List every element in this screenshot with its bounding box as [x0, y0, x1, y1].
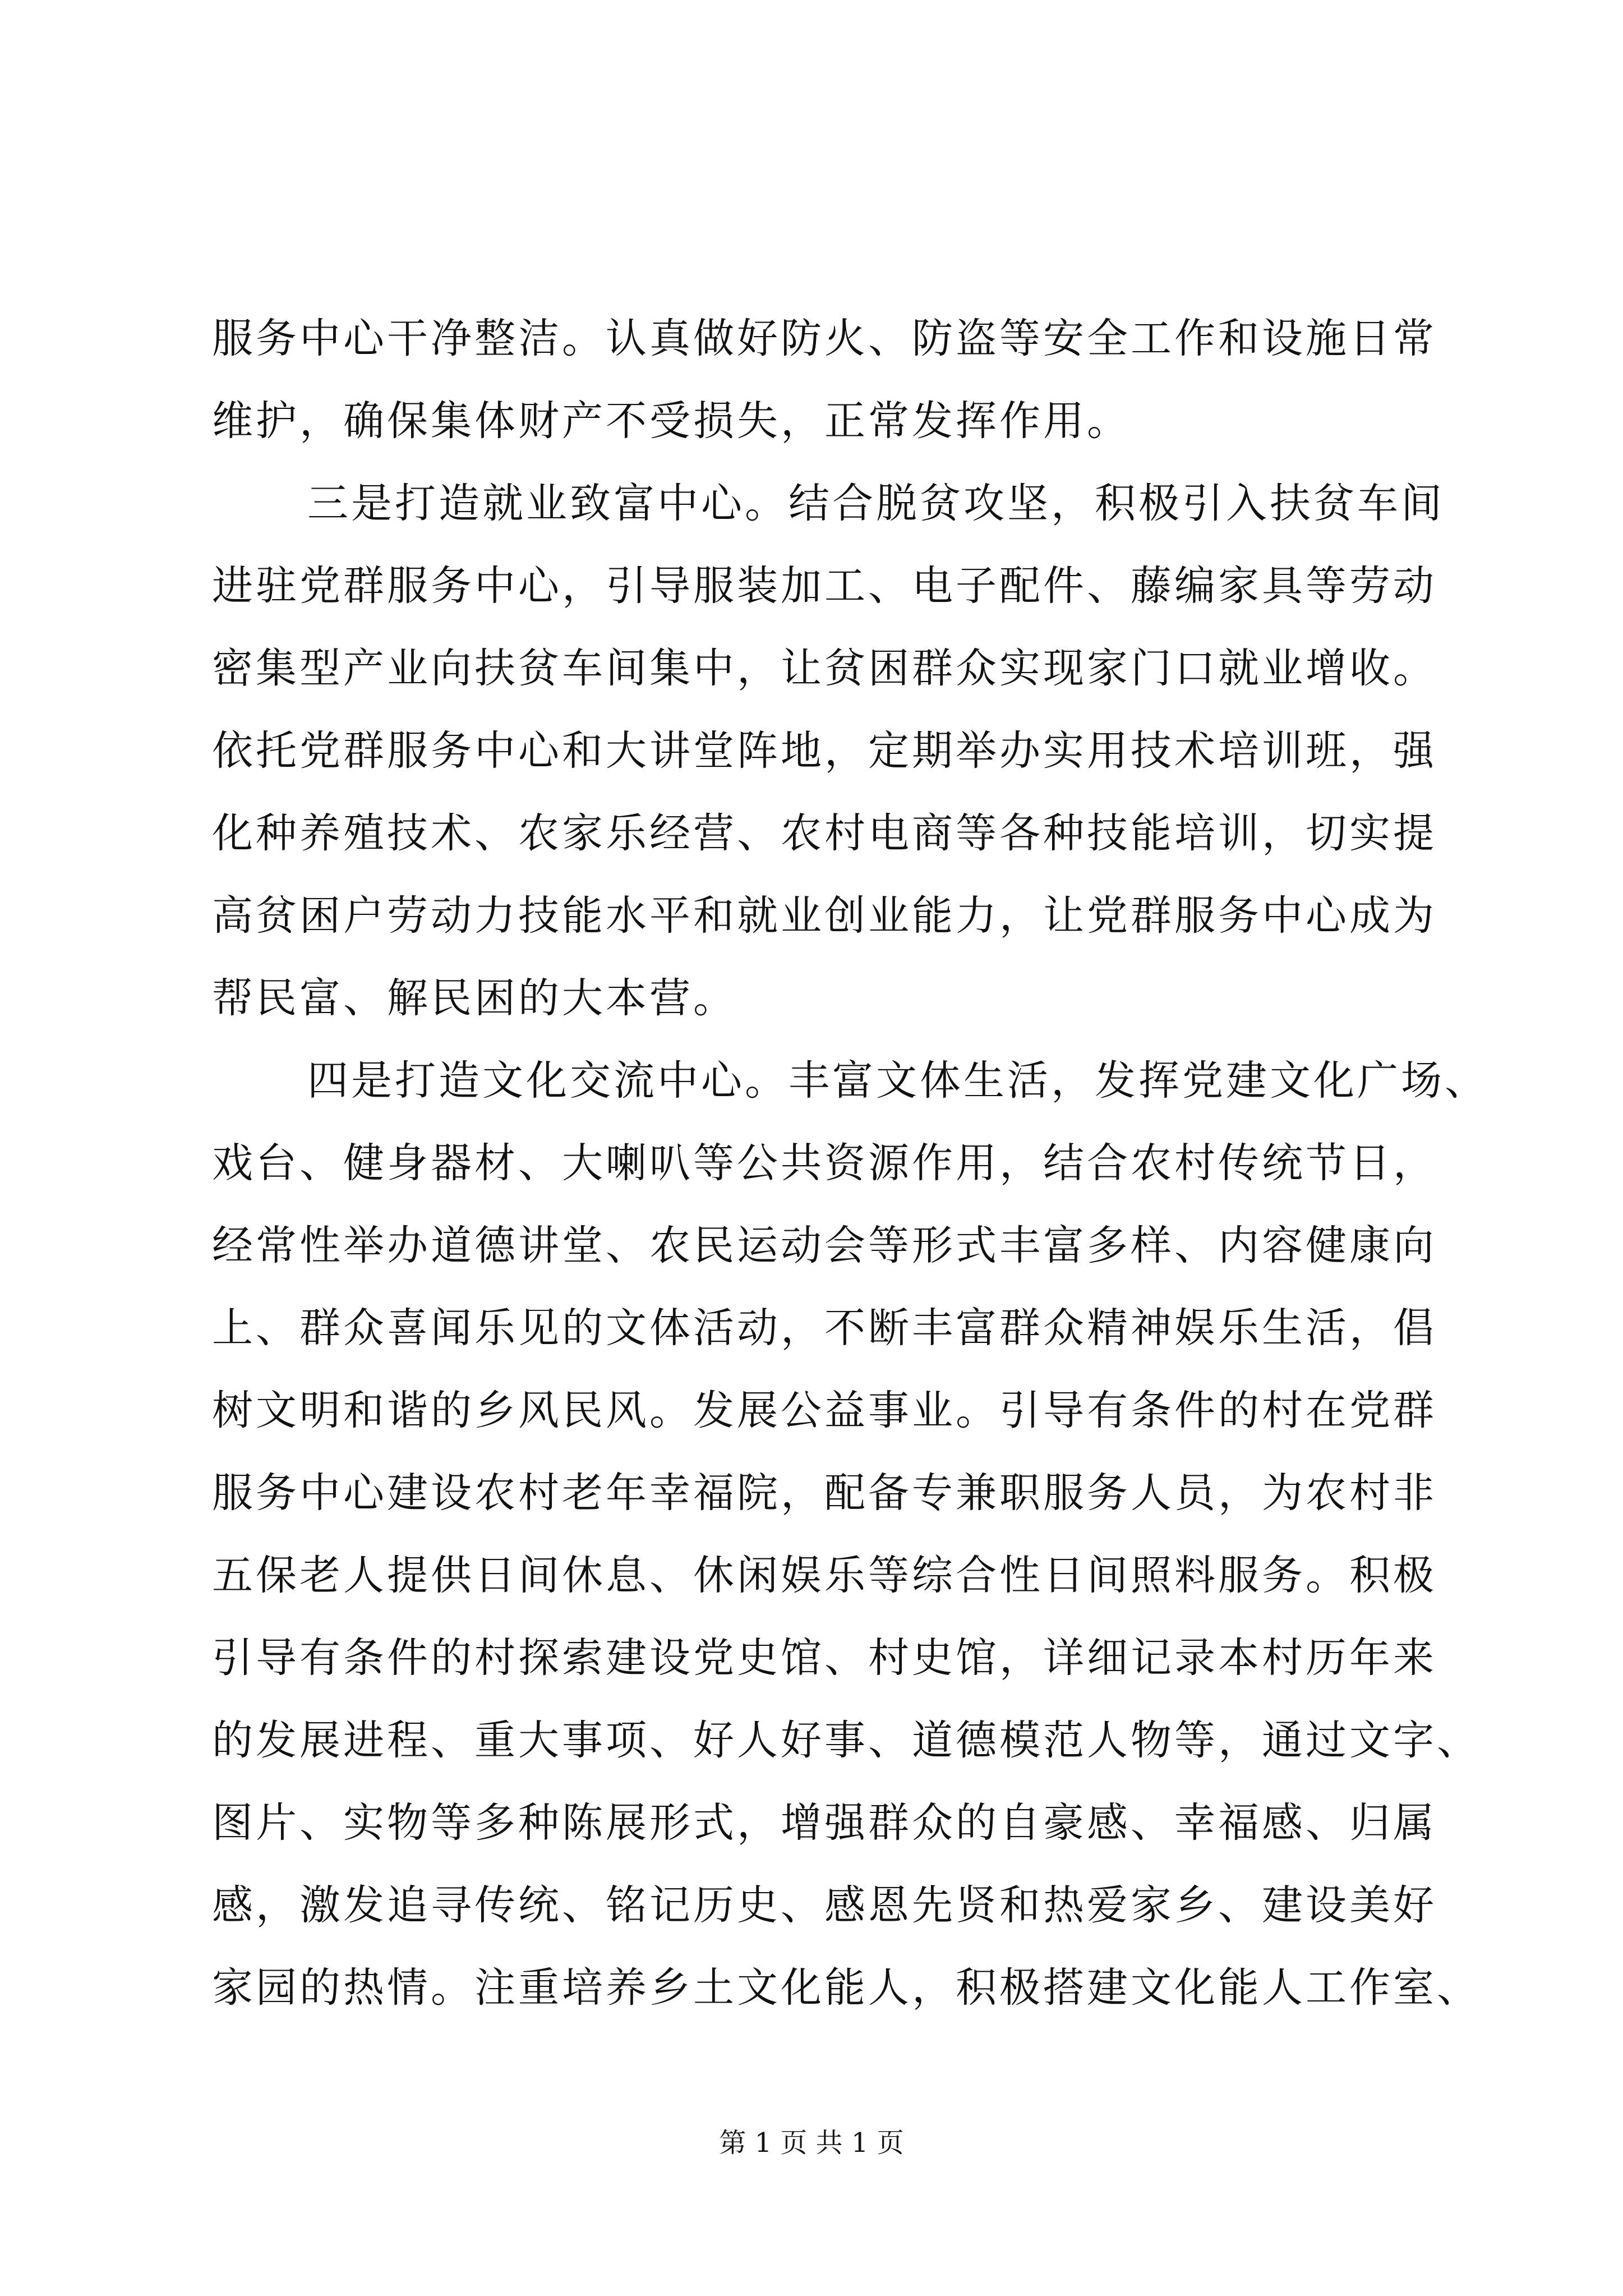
text-line: 引导有条件的村探索建设党史馆、村史馆，详细记录本村历年来: [212, 1634, 1437, 1682]
text-line: 依托党群服务中心和大讲堂阵地，定期举办实用技术培训班，强: [212, 727, 1437, 775]
text-line: 服务中心干净整洁。认真做好防火、防盗等安全工作和设施日常: [212, 315, 1437, 362]
text-line: 戏台、健身器材、大喇叭等公共资源作用，结合农村传统节日，: [212, 1139, 1437, 1187]
text-line: 密集型产业向扶贫车间集中，让贫困群众实现家门口就业增收。: [212, 645, 1437, 692]
text-line: 化种养殖技术、农家乐经营、农村电商等各种技能培训，切实提: [212, 809, 1437, 857]
text-line: 家园的热情。注重培养乡土文化能人，积极搭建文化能人工作室、: [212, 1964, 1481, 2012]
body-text: [212, 297, 1488, 2029]
paragraph-start-line: 三是打造就业致富中心。结合脱贫攻坚，积极引入扶贫车间: [307, 480, 1445, 527]
page-footer: 第 1 页 共 1 页: [719, 2127, 904, 2159]
text-line: 帮民富、解民困的大本营。: [212, 974, 737, 1022]
text-line: 进驻党群服务中心，引导服装加工、电子配件、藤编家具等劳动: [212, 562, 1437, 610]
text-line: 服务中心建设农村老年幸福院，配备专兼职服务人员，为农村非: [212, 1469, 1437, 1517]
text-line: 经常性举办道德讲堂、农民运动会等形式丰富多样、内容健康向: [212, 1222, 1437, 1269]
text-line: 五保老人提供日间休息、休闲娱乐等综合性日间照料服务。积极: [212, 1552, 1437, 1599]
text-line: 图片、实物等多种陈展形式，增强群众的自豪感、幸福感、归属: [212, 1799, 1437, 1847]
text-line: 上、群众喜闻乐见的文体活动，不断丰富群众精神娱乐生活，倡: [212, 1304, 1437, 1352]
text-line: 的发展进程、重大事项、好人好事、道德模范人物等，通过文字、: [212, 1717, 1481, 1764]
text-line: 维护，确保集体财产不受损失，正常发挥作用。: [212, 397, 1131, 445]
text-line: 高贫困户劳动力技能水平和就业创业能力，让党群服务中心成为: [212, 892, 1437, 940]
text-line: 树文明和谐的乡风民风。发展公益事业。引导有条件的村在党群: [212, 1387, 1437, 1434]
paragraph-start-line: 四是打造文化交流中心。丰富文体生活，发挥党建文化广场、: [307, 1057, 1488, 1105]
text-line: 感，激发追寻传统、铭记历史、感恩先贤和热爱家乡、建设美好: [212, 1881, 1437, 1929]
